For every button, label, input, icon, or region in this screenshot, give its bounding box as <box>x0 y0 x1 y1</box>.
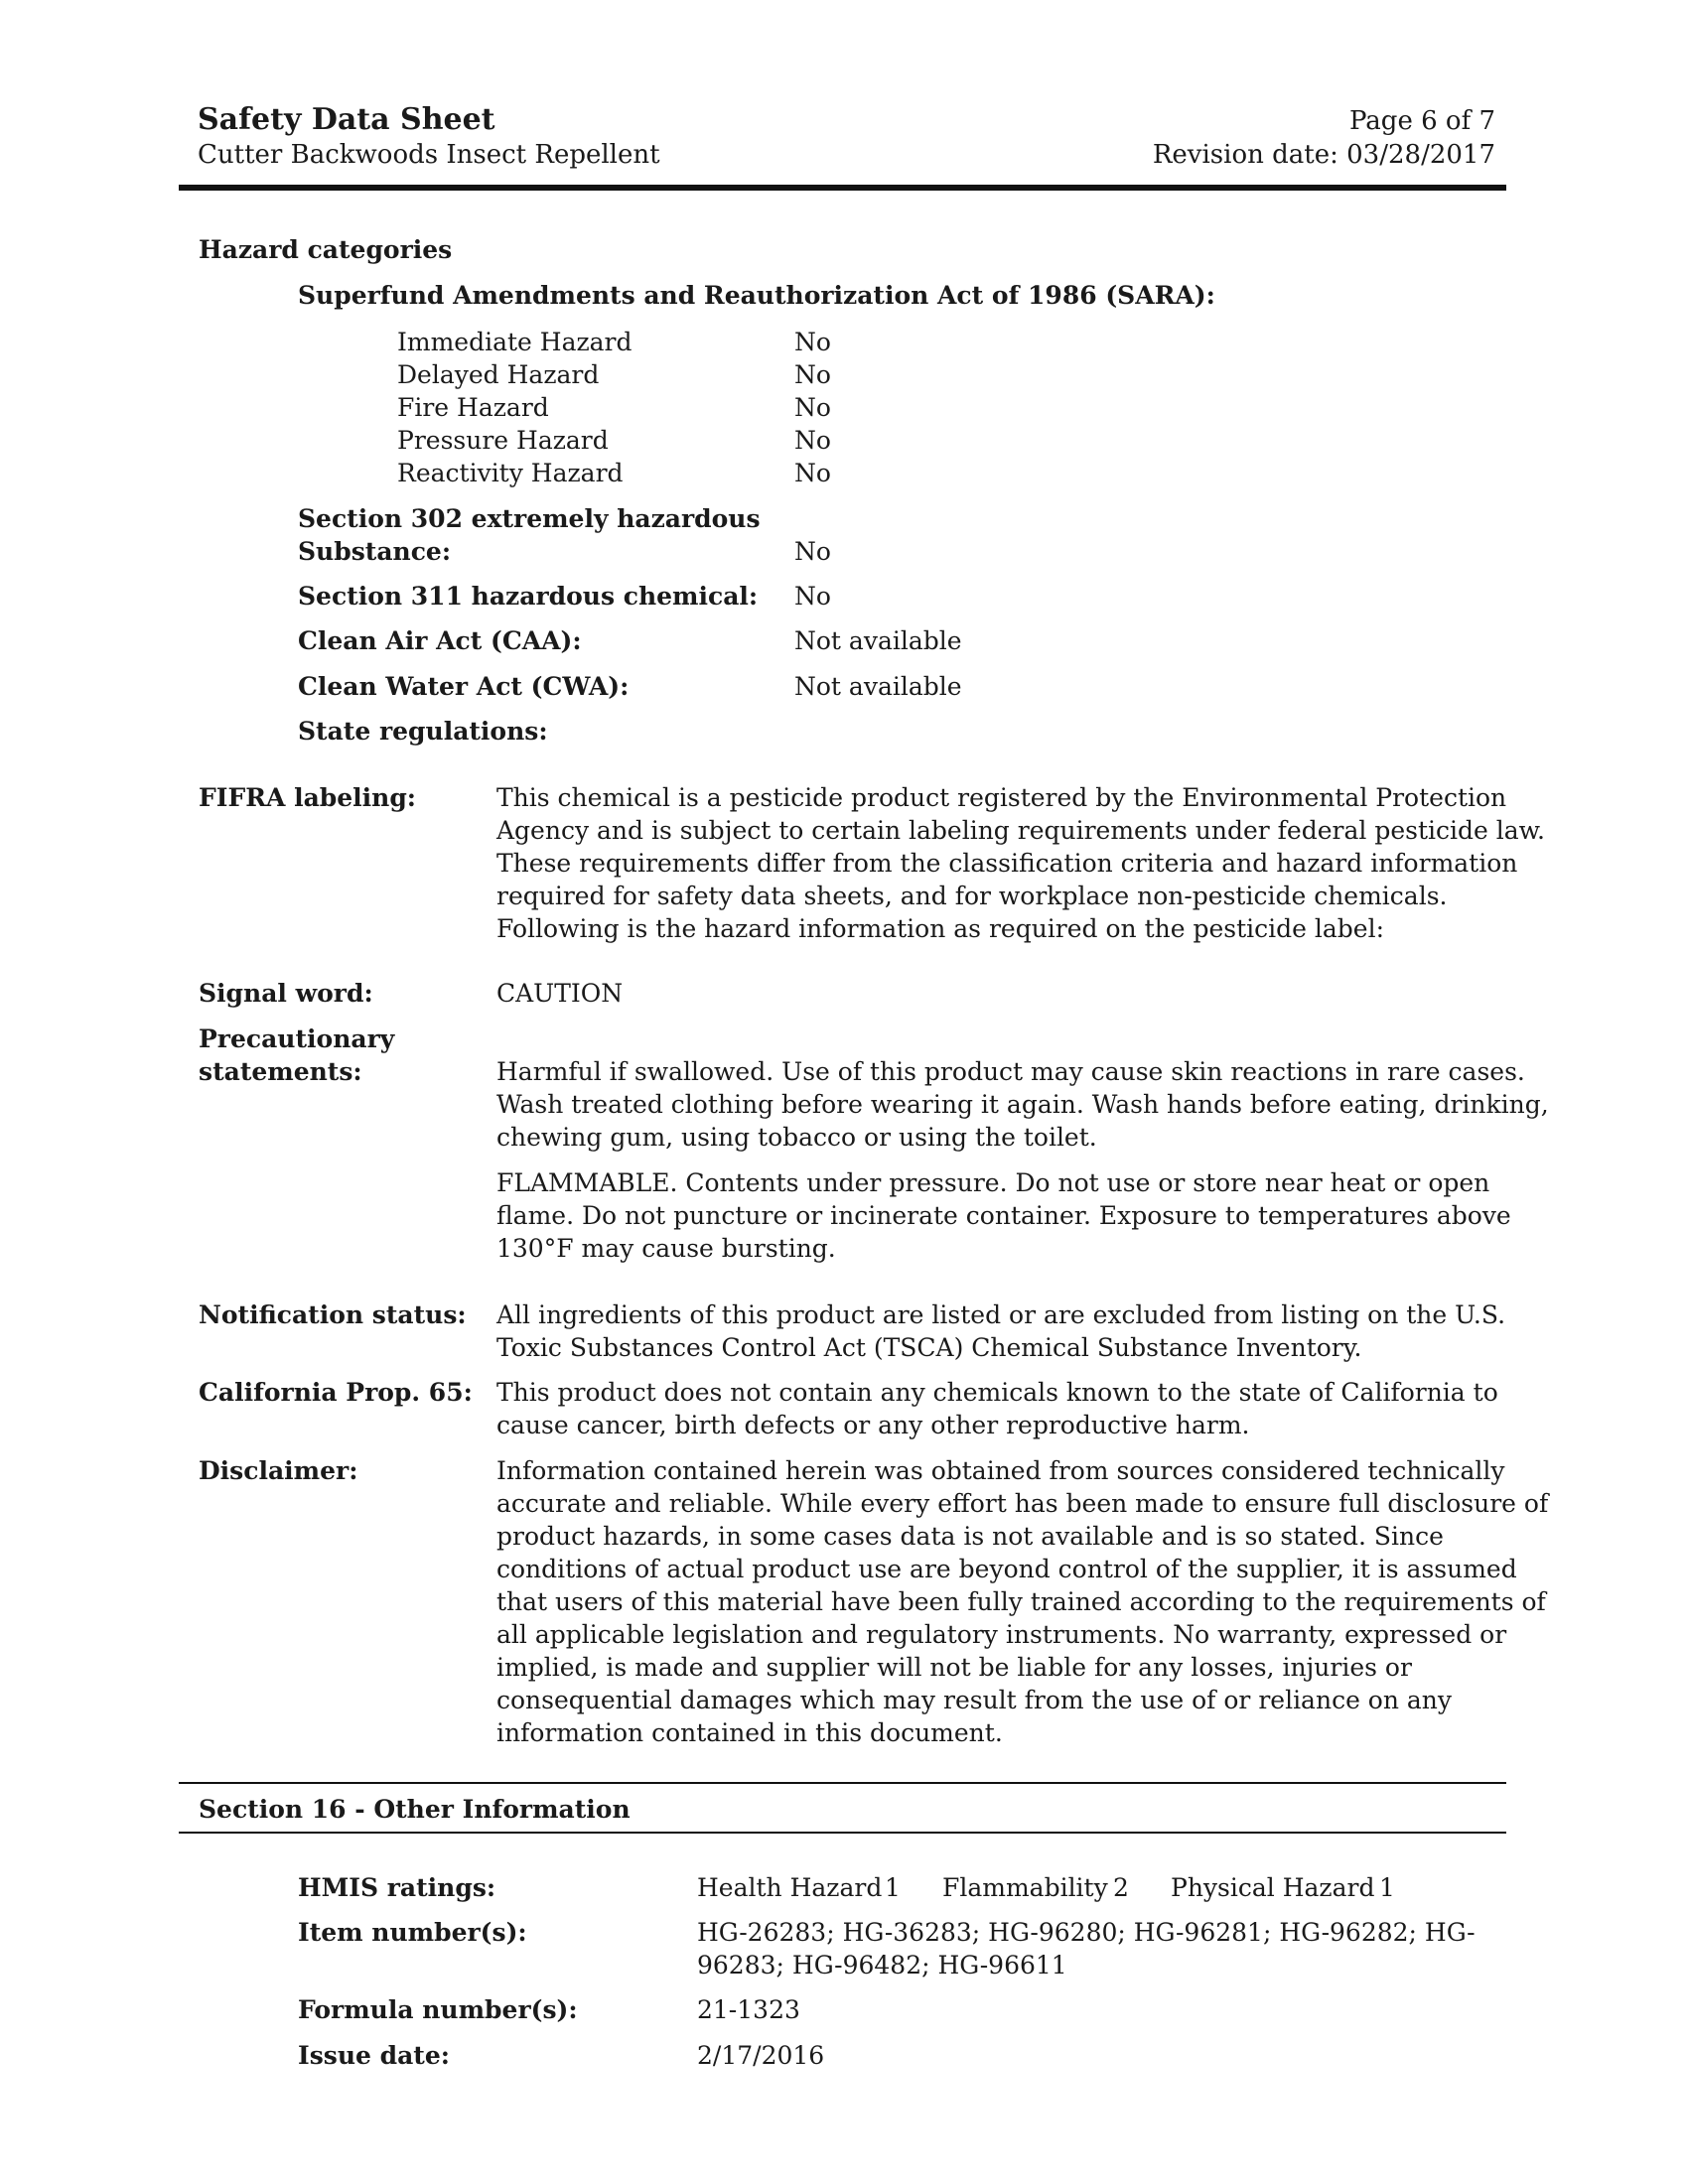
sara-item-label: Fire Hazard <box>397 393 549 422</box>
signal-word-value: CAUTION <box>496 979 624 1008</box>
document-title: Safety Data Sheet <box>198 102 495 137</box>
disclaimer-line: implied, is made and supplier will not be liable for any losses, injuries or <box>496 1653 1412 1682</box>
state-regulations-label: State regulations: <box>298 717 548 746</box>
item-numbers-line: 96283; HG-96482; HG-96611 <box>697 1951 1067 1979</box>
precautionary-line: Wash treated clothing before wearing it again. Wash hands before eating, drinking, <box>496 1090 1549 1119</box>
caa-value: Not available <box>794 626 962 655</box>
sara-item-value: No <box>794 459 831 487</box>
sara-item-label: Delayed Hazard <box>397 360 600 389</box>
disclaimer-line: conditions of actual product use are beyond control of the supplier, it is assumed <box>496 1555 1517 1583</box>
formula-numbers-label: Formula number(s): <box>298 1995 578 2024</box>
item-numbers-line: HG-26283; HG-36283; HG-96280; HG-96281; HG-96282; HG- <box>697 1918 1476 1947</box>
disclaimer-line: information contained in this document. <box>496 1718 1003 1747</box>
section311-label: Section 311 hazardous chemical: <box>298 582 759 611</box>
hmis-flammability-label: Flammability <box>942 1873 1108 1902</box>
notification-status-label: Notification status: <box>199 1300 467 1329</box>
precautionary-label-cont: statements: <box>199 1057 362 1086</box>
disclaimer-label: Disclaimer: <box>199 1456 358 1485</box>
disclaimer-line: Information contained herein was obtained from sources considered technically <box>496 1456 1505 1485</box>
header-divider <box>179 185 1506 191</box>
notification-line: All ingredients of this product are listed or are excluded from listing on the U.S. <box>496 1300 1506 1329</box>
product-name: Cutter Backwoods Insect Repellent <box>198 140 660 170</box>
section302-label-cont: Substance: <box>298 537 452 566</box>
hmis-label: HMIS ratings: <box>298 1873 496 1902</box>
precautionary-line: 130°F may cause bursting. <box>496 1234 836 1263</box>
section16-top-rule <box>179 1782 1506 1784</box>
precautionary-line: FLAMMABLE. Contents under pressure. Do not use or store near heat or open <box>496 1168 1490 1197</box>
notification-line: Toxic Substances Control Act (TSCA) Chemical Substance Inventory. <box>496 1333 1362 1362</box>
hmis-physical-label: Physical Hazard <box>1171 1873 1375 1902</box>
sara-item-value: No <box>794 393 831 422</box>
section302-value: No <box>794 537 831 566</box>
section16-title: Section 16 - Other Information <box>199 1795 631 1824</box>
cwa-value: Not available <box>794 672 962 701</box>
fifra-line: Agency and is subject to certain labeling requirements under federal pesticide law. <box>496 816 1546 845</box>
disclaimer-line: all applicable legislation and regulatory instruments. No warranty, expressed or <box>496 1620 1507 1649</box>
disclaimer-line: that users of this material have been fully trained according to the requirements of <box>496 1587 1546 1616</box>
hmis-physical-value: 1 <box>1379 1873 1395 1902</box>
sara-item-label: Pressure Hazard <box>397 426 609 455</box>
item-numbers-label: Item number(s): <box>298 1918 527 1947</box>
disclaimer-line: accurate and reliable. While every effort has been made to ensure full disclosure of <box>496 1489 1549 1518</box>
prop65-line: This product does not contain any chemicals known to the state of California to <box>496 1378 1498 1407</box>
section16-bottom-rule <box>179 1832 1506 1834</box>
disclaimer-line: consequential damages which may result from the use of or reliance on any <box>496 1686 1453 1714</box>
sara-item-label: Immediate Hazard <box>397 328 633 356</box>
disclaimer-line: product hazards, in some cases data is not available and is so stated. Since <box>496 1522 1444 1551</box>
cwa-label: Clean Water Act (CWA): <box>298 672 630 701</box>
sara-heading: Superfund Amendments and Reauthorization Act of 1986 (SARA): <box>298 281 1215 310</box>
issue-date-label: Issue date: <box>298 2041 450 2070</box>
precautionary-line: flame. Do not puncture or incinerate container. Exposure to temperatures above <box>496 1201 1511 1230</box>
prop65-line: cause cancer, birth defects or any other reproductive harm. <box>496 1411 1250 1439</box>
precautionary-line: chewing gum, using tobacco or using the toilet. <box>496 1123 1097 1152</box>
fifra-label: FIFRA labeling: <box>199 783 417 812</box>
precautionary-line: Harmful if swallowed. Use of this product may cause skin reactions in rare cases. <box>496 1057 1525 1086</box>
formula-numbers-value: 21-1323 <box>697 1995 800 2024</box>
sara-item-label: Reactivity Hazard <box>397 459 624 487</box>
header-right <box>1153 102 1495 172</box>
header-left <box>198 102 660 172</box>
page-number: Page 6 of 7 <box>1348 106 1495 136</box>
fifra-line: These requirements differ from the classification criteria and hazard information <box>496 849 1518 878</box>
hmis-flammability-value: 2 <box>1113 1873 1129 1902</box>
signal-word-label: Signal word: <box>199 979 373 1008</box>
revision-date: Revision date: 03/28/2017 <box>1152 140 1495 170</box>
precautionary-label: Precautionary <box>199 1024 395 1053</box>
fifra-line: required for safety data sheets, and for workplace non-pesticide chemicals. <box>496 882 1448 910</box>
section311-value: No <box>794 582 831 611</box>
fifra-line: This chemical is a pesticide product registered by the Environmental Protection <box>496 783 1507 812</box>
sara-item-value: No <box>794 426 831 455</box>
issue-date-value: 2/17/2016 <box>697 2041 825 2070</box>
section302-label: Section 302 extremely hazardous <box>298 504 761 533</box>
fifra-line: Following is the hazard information as required on the pesticide label: <box>496 914 1385 943</box>
sara-item-value: No <box>794 360 831 389</box>
hmis-health-value: 1 <box>885 1873 901 1902</box>
hazard-categories-heading: Hazard categories <box>199 235 453 264</box>
caa-label: Clean Air Act (CAA): <box>298 626 582 655</box>
prop65-label: California Prop. 65: <box>199 1378 473 1407</box>
hmis-health-label: Health Hazard <box>697 1873 883 1902</box>
sara-item-value: No <box>794 328 831 356</box>
